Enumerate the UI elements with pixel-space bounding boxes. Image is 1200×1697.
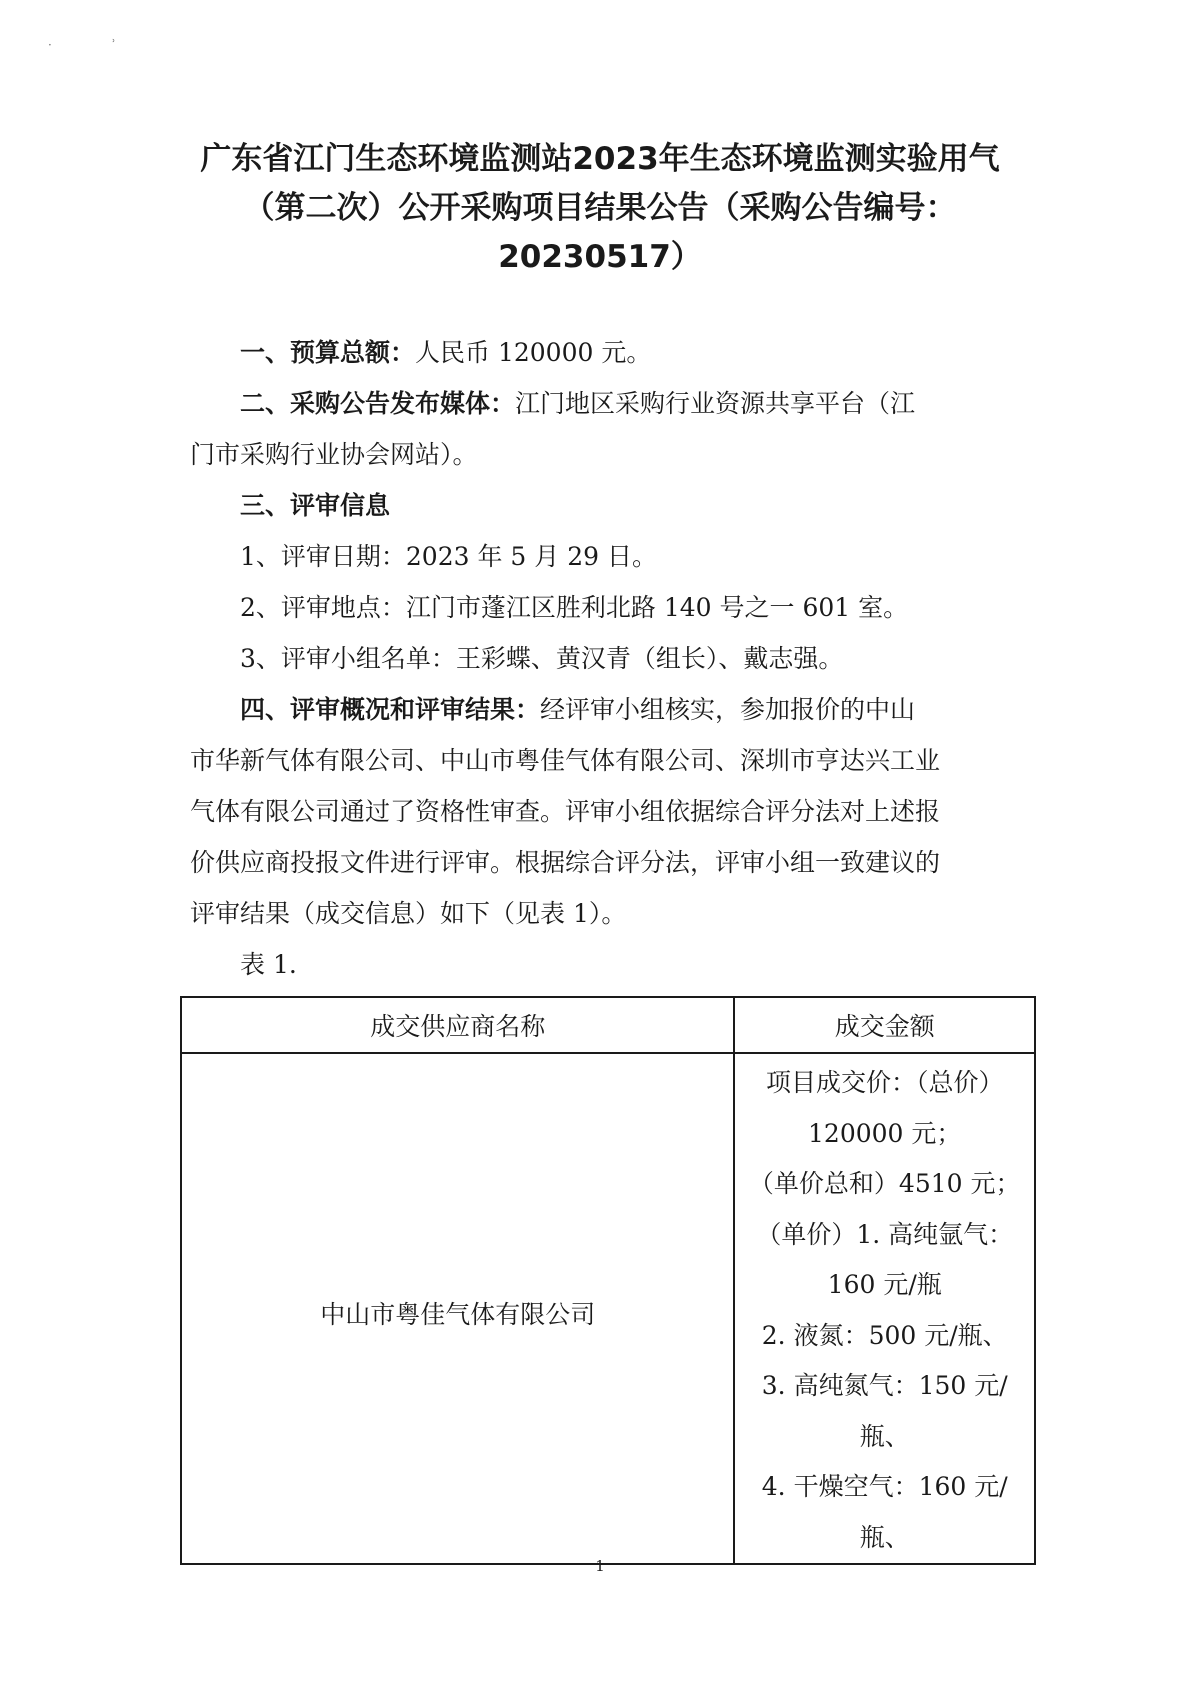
amount-line: 120000 元； <box>808 1118 962 1148</box>
summary-paragraph <box>190 684 1030 735</box>
media-value-line2: 门市采购行业协会网站）。 <box>190 440 478 469</box>
table-row <box>181 1053 1035 1564</box>
budget-value: 人民币 120000 元。 <box>415 338 652 367</box>
media-paragraph <box>190 378 1030 429</box>
review-place: 2、评审地点：江门市蓬江区胜利北路 140 号之一 601 室。 <box>240 593 909 622</box>
amount-line: （单价）1. 高纯氩气： <box>756 1219 1014 1249</box>
supplier-name-cell: 中山市粤佳气体有限公司 <box>181 1053 734 1564</box>
summary-line: 价供应商投报文件进行评审。根据综合评分法，评审小组一致建议的 <box>190 848 941 877</box>
scan-speck-mark: ˒ <box>112 34 116 48</box>
header-supplier-name: 成交供应商名称 <box>181 997 734 1053</box>
media-value-line1: 江门地区采购行业资源共享平台（江 <box>515 389 916 418</box>
amount-line: 瓶、 <box>859 1522 910 1552</box>
amount-line: 项目成交价：（总价） <box>765 1068 1004 1097</box>
budget-paragraph <box>190 327 1030 378</box>
summary-label: 四、评审概况和评审结果： <box>240 695 541 724</box>
budget-label: 一、预算总额： <box>240 338 416 367</box>
review-panel: 3、评审小组名单：王彩蝶、黄汉青（组长）、戴志强。 <box>240 644 844 673</box>
title-line-2: （第二次）公开采购项目结果公告（采购公告编号： <box>243 190 957 226</box>
summary-line: 评审结果（成交信息）如下（见表 1）。 <box>190 899 627 928</box>
amount-line: （单价总和）4510 元； <box>748 1169 1021 1198</box>
scan-speck-mark: · <box>48 38 52 52</box>
table-label: 表 1. <box>240 950 297 979</box>
amount-cell <box>734 1053 1035 1564</box>
table-header-row <box>181 997 1035 1053</box>
document-title <box>170 135 1030 282</box>
document-body <box>190 327 1030 990</box>
review-date: 1、评审日期：2023 年 5 月 29 日。 <box>240 542 657 571</box>
amount-line: 2. 液氮：500 元/瓶、 <box>761 1320 1008 1350</box>
title-line-3: 20230517） <box>498 239 702 275</box>
title-line-1: 广东省江门生态环境监测站2023年生态环境监测实验用气 <box>200 141 1000 177</box>
header-amount: 成交金额 <box>734 997 1035 1053</box>
review-heading: 三、评审信息 <box>240 491 391 520</box>
result-table <box>180 996 1036 1565</box>
amount-line: 160 元/瓶 <box>827 1270 942 1299</box>
summary-line-1: 经评审小组核实，参加报价的中山 <box>540 695 916 724</box>
summary-line: 市华新气体有限公司、中山市粤佳气体有限公司、深圳市亨达兴工业 <box>190 746 941 775</box>
amount-line: 3. 高纯氮气：150 元/ <box>761 1371 1008 1400</box>
amount-line: 4. 干燥空气：160 元/ <box>761 1472 1008 1501</box>
summary-line: 气体有限公司通过了资格性审查。评审小组依据综合评分法对上述报 <box>190 797 941 826</box>
media-label: 二、采购公告发布媒体： <box>240 389 516 418</box>
amount-line: 瓶、 <box>859 1421 910 1451</box>
page-number: 1 <box>595 1557 605 1575</box>
